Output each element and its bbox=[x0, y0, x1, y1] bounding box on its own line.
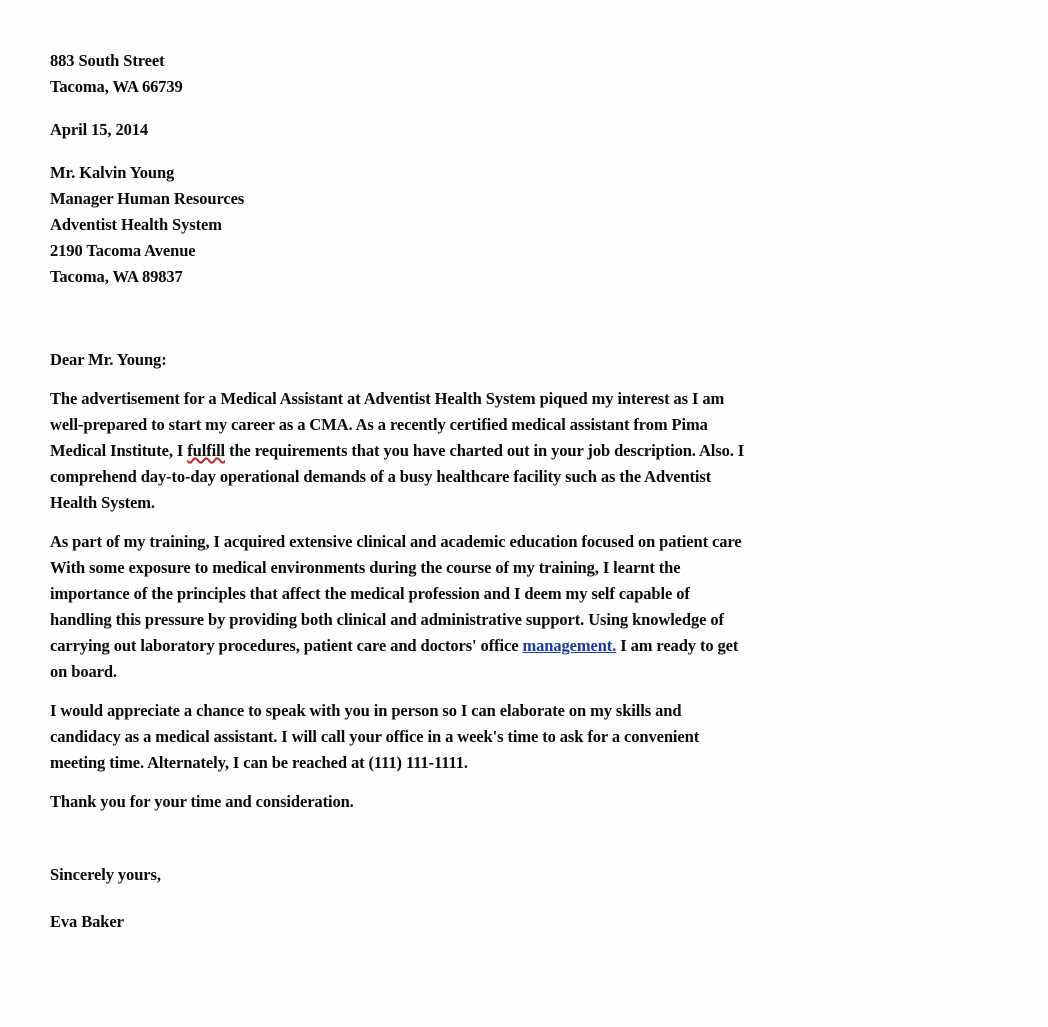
paragraph-1-line-2: well-prepared to start my career as a CMA. As a recently certified medical assistant from Pima bbox=[50, 415, 708, 434]
paragraph-3-line-1: I would appreciate a chance to speak with you in person so I can elaborate on my skills and bbox=[50, 701, 682, 720]
paragraph-3-line-2: candidacy as a medical assistant. I will call your office in a week's time to ask for a convenient bbox=[50, 727, 700, 746]
management-hyperlink[interactable]: management. bbox=[522, 636, 617, 655]
body-paragraph-2 bbox=[50, 529, 994, 685]
paragraph-1-line-3-before: Medical Institute, I bbox=[50, 441, 188, 460]
paragraph-2-line-1: As part of my training, I acquired extensive clinical and academic education focused on patient care bbox=[50, 532, 742, 551]
paragraph-2-line-5-after: I am ready to get bbox=[616, 636, 739, 655]
paragraph-1-line-3 bbox=[50, 438, 994, 464]
signature-name: Eva Baker bbox=[50, 912, 124, 931]
paragraph-2-line-2: With some exposure to medical environments during the course of my training, I learnt the bbox=[50, 558, 681, 577]
recipient-title: Manager Human Resources bbox=[50, 189, 245, 208]
recipient-name: Mr. Kalvin Young bbox=[50, 163, 175, 182]
paragraph-1-line-3-after: the requirements that you have charted out in your job description. Also. I bbox=[225, 441, 745, 460]
paragraph-1-line-4: comprehend day-to-day operational demands of a busy healthcare facility such as the Adventist bbox=[50, 467, 712, 486]
paragraph-2-line-5 bbox=[50, 633, 994, 659]
paragraph-1-line-1: The advertisement for a Medical Assistant at Adventist Health System piqued my interest as I am bbox=[50, 389, 725, 408]
closing-block bbox=[50, 862, 1008, 935]
body-paragraph-4 bbox=[50, 789, 994, 815]
salutation: Dear Mr. Young: bbox=[50, 350, 167, 369]
valediction: Sincerely yours, bbox=[50, 865, 161, 884]
sender-address-block bbox=[50, 48, 1008, 100]
body-paragraph-3 bbox=[50, 698, 994, 776]
recipient-city-state-zip: Tacoma, WA 89837 bbox=[50, 267, 183, 286]
paragraph-2-line-5-before: carrying out laboratory procedures, patient care and doctors' office bbox=[50, 636, 523, 655]
body-paragraph-1 bbox=[50, 386, 994, 516]
letter-date-block bbox=[50, 117, 1008, 143]
paragraph-3-line-3: meeting time. Alternately, I can be reached at (111) 111-1111. bbox=[50, 753, 468, 772]
recipient-company: Adventist Health System bbox=[50, 215, 222, 234]
paragraph-2-line-6: on board. bbox=[50, 662, 117, 681]
recipient-street: 2190 Tacoma Avenue bbox=[50, 241, 196, 260]
paragraph-2-line-4: handling this pressure by providing both clinical and administrative support. Using knowledge of bbox=[50, 610, 724, 629]
spellcheck-flagged-word: fulfill bbox=[187, 441, 226, 460]
paragraph-4-line-1: Thank you for your time and consideration. bbox=[50, 792, 354, 811]
paragraph-1-line-5: Health System. bbox=[50, 493, 155, 512]
paragraph-2-line-3: importance of the principles that affect the medical profession and I deem my self capable of bbox=[50, 584, 690, 603]
salutation-block bbox=[50, 347, 1008, 373]
sender-city-state-zip: Tacoma, WA 66739 bbox=[50, 77, 183, 96]
recipient-address-block bbox=[50, 160, 1008, 290]
sender-street: 883 South Street bbox=[50, 51, 165, 70]
letter-date: April 15, 2014 bbox=[50, 120, 149, 139]
